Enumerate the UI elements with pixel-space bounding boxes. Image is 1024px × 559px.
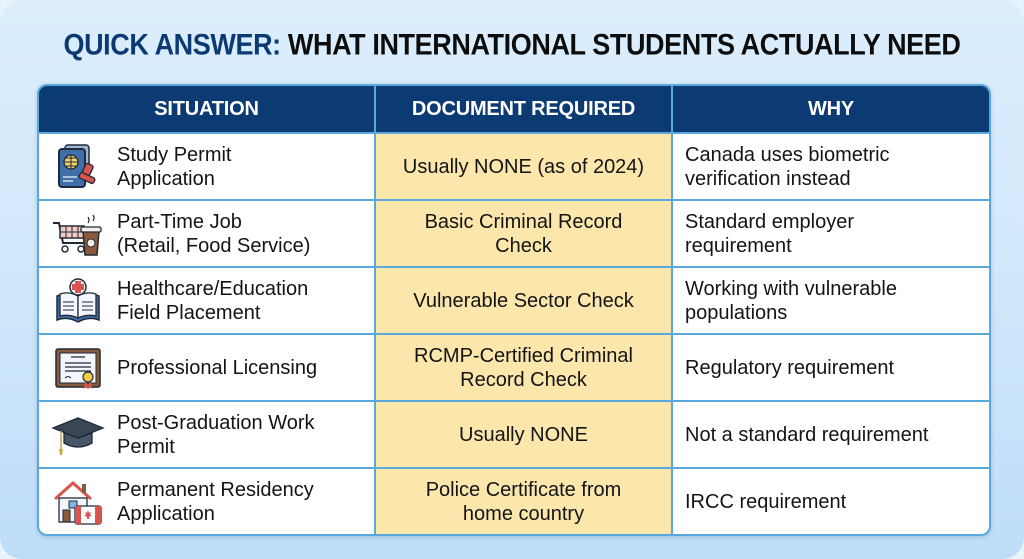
document-cell — [375, 267, 672, 334]
situation-text: Application — [117, 167, 215, 190]
table-header-row — [39, 86, 989, 133]
why-text: Working with vulnerable — [685, 277, 897, 300]
document-text: Record Check — [460, 368, 587, 391]
document-cell — [375, 200, 672, 267]
document-text: Usually NONE (as of 2024) — [402, 155, 645, 178]
document-text: Vulnerable Sector Check — [413, 289, 634, 312]
situation-text: Field Placement — [117, 301, 261, 324]
why-text: requirement — [685, 234, 792, 257]
situation-text: Application — [117, 502, 215, 525]
situation-text: Permanent Residency — [117, 478, 314, 501]
title-rest: WHAT INTERNATIONAL STUDENTS ACTUALLY NEED — [287, 28, 961, 62]
situation-text: Professional Licensing — [117, 356, 318, 379]
situation-cell — [39, 200, 375, 267]
situation-cell — [39, 401, 375, 468]
passport-stamp-icon — [49, 142, 107, 192]
house-canada-flag-icon — [49, 477, 107, 527]
table-row — [39, 468, 989, 534]
why-cell — [672, 133, 989, 200]
situation-text: (Retail, Food Service) — [117, 234, 311, 257]
requirements-table — [37, 84, 991, 536]
table-row — [39, 267, 989, 334]
table-row — [39, 200, 989, 267]
document-text: Usually NONE — [459, 423, 588, 446]
document-cell — [375, 468, 672, 534]
why-text: Regulatory requirement — [685, 356, 894, 379]
document-cell — [375, 133, 672, 200]
column-header-situation: SITUATION — [39, 86, 375, 133]
situation-cell — [39, 267, 375, 334]
document-text: Police Certificate from — [425, 478, 622, 501]
why-text: verification instead — [685, 167, 851, 190]
document-text: RCMP-Certified Criminal — [414, 344, 633, 367]
document-text: home country — [462, 502, 585, 525]
document-cell — [375, 401, 672, 468]
column-header-why: WHY — [672, 86, 989, 133]
table-row — [39, 133, 989, 200]
situation-text: Study Permit — [117, 143, 232, 166]
page-title — [0, 29, 1024, 62]
why-text: Not a standard requirement — [685, 423, 929, 446]
why-cell — [672, 468, 989, 534]
situation-text: Permit — [117, 435, 175, 458]
medical-book-icon — [49, 276, 107, 326]
why-text: Canada uses biometric — [685, 143, 890, 166]
why-text: populations — [685, 301, 788, 324]
situation-cell — [39, 133, 375, 200]
why-cell — [672, 200, 989, 267]
why-cell — [672, 267, 989, 334]
why-cell — [672, 401, 989, 468]
why-text: IRCC requirement — [685, 490, 847, 513]
why-text: Standard employer — [685, 210, 854, 233]
document-text: Basic Criminal Record — [424, 210, 623, 233]
situation-text: Post-Graduation Work — [117, 411, 315, 434]
table-row — [39, 401, 989, 468]
why-cell — [672, 334, 989, 401]
graduation-cap-icon — [49, 410, 107, 460]
document-text: Check — [495, 234, 552, 257]
document-cell — [375, 334, 672, 401]
situation-text: Part-Time Job — [117, 210, 242, 233]
cart-coffee-icon — [49, 209, 107, 259]
situation-text: Healthcare/Education — [117, 277, 309, 300]
situation-cell — [39, 468, 375, 534]
certificate-icon — [49, 343, 107, 393]
table-row — [39, 334, 989, 401]
title-accent: QUICK ANSWER: — [63, 28, 281, 62]
column-header-document: DOCUMENT REQUIRED — [375, 86, 672, 133]
situation-cell — [39, 334, 375, 401]
